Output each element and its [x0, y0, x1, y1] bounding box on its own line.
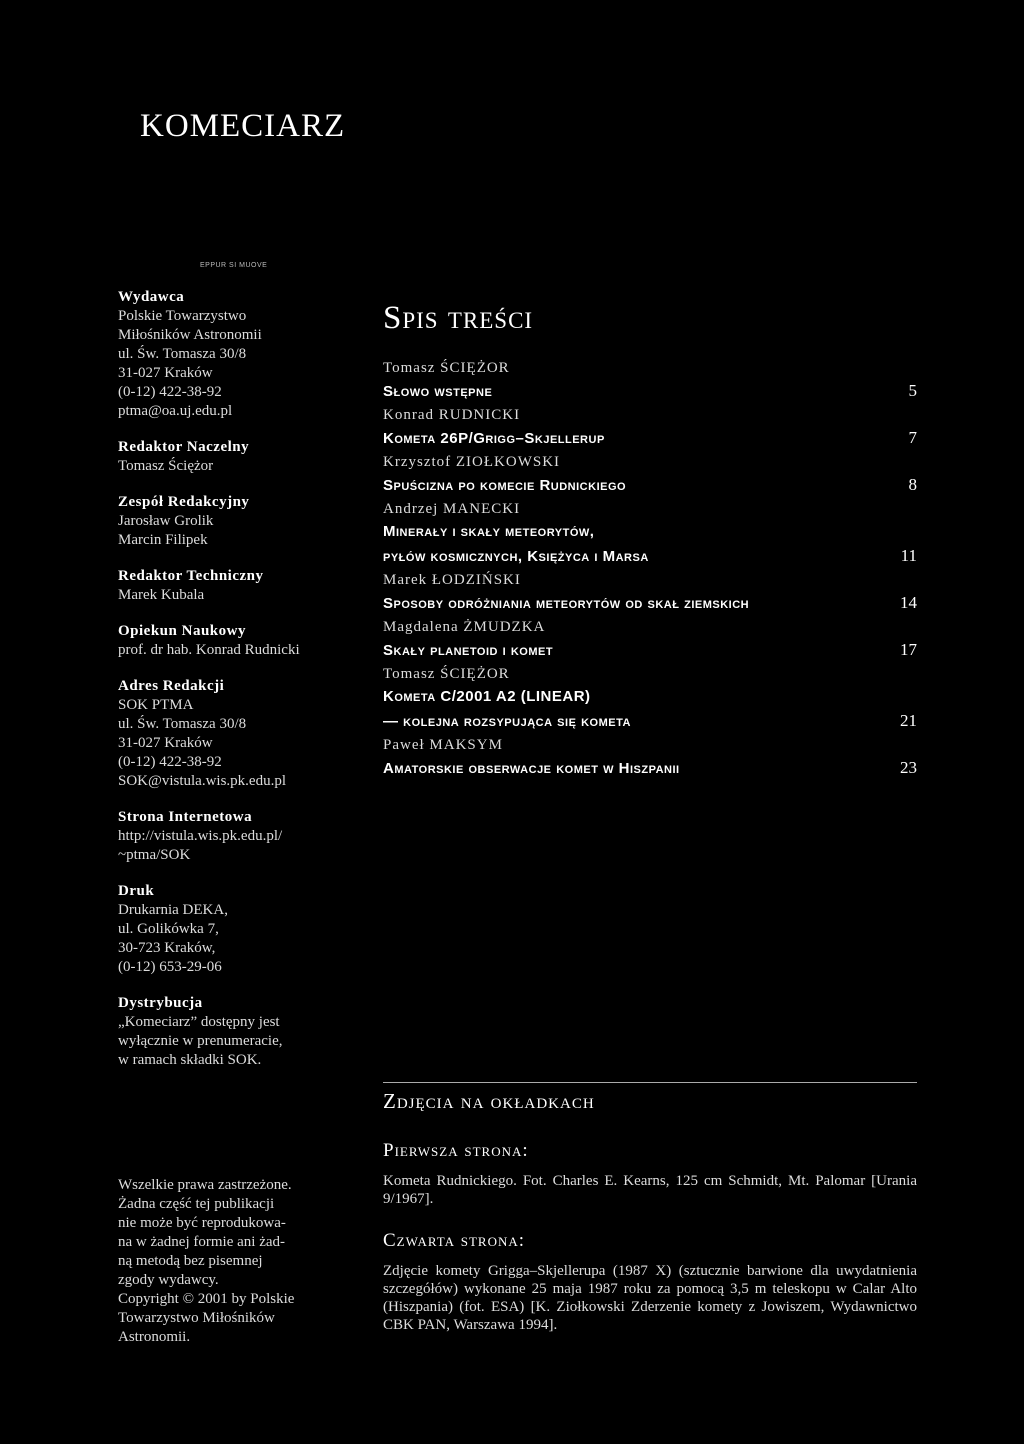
editorial-sidebar [118, 288, 378, 1087]
copyright-line: zgody wydawcy. [118, 1272, 219, 1288]
sidebar-line: Tomasz Ściężor [118, 458, 214, 474]
toc-page-number: 21 [900, 711, 917, 730]
toc-author: Krzysztof ZIOŁKOWSKI [383, 454, 561, 470]
sidebar-section-heading: Opiekun Naukowy [118, 623, 246, 639]
sidebar-line: Drukarnia DEKA, [118, 902, 228, 918]
sidebar-line: SOK@vistula.wis.pk.edu.pl [118, 773, 286, 789]
copyright-line: nie może być reprodukowa- [118, 1215, 286, 1231]
toc-author: Magdalena ŻMUDZKA [383, 619, 546, 635]
toc-row [383, 544, 917, 569]
masthead-title: KOMECIARZ [140, 108, 346, 144]
sidebar-line: http://vistula.wis.pk.edu.pl/ [118, 828, 283, 844]
front-cover-heading: Pierwsza strona: [383, 1140, 529, 1161]
toc-article-title: Minerały i skały meteorytów, [383, 523, 595, 540]
sidebar-line: ul. Golikówka 7, [118, 921, 219, 937]
toc-author: Tomasz ŚCIĘŻOR [383, 360, 510, 376]
toc-entry [383, 451, 917, 498]
sidebar-line: 31-027 Kraków [118, 365, 213, 381]
toc-entry [383, 357, 917, 404]
toc-article-title: Słowo wstępne [383, 383, 493, 400]
sidebar-section [118, 288, 378, 421]
toc-page-number: 7 [908, 428, 917, 447]
toc-page-number: 11 [900, 546, 917, 565]
toc-row [383, 685, 917, 709]
toc-page-number: 8 [908, 475, 917, 494]
sidebar-section-heading: Redaktor Naczelny [118, 439, 250, 455]
sidebar-line: Polskie Towarzystwo [118, 308, 247, 324]
toc-author: Marek ŁODZIŃSKI [383, 572, 521, 588]
sidebar-section [118, 493, 378, 550]
toc-article-title: Kometa 26P/Grigg–Skjellerup [383, 430, 605, 447]
sidebar-section-heading: Dystrybucja [118, 995, 203, 1011]
sidebar-line: prof. dr hab. Konrad Rudnicki [118, 642, 300, 658]
sidebar-section [118, 438, 378, 476]
toc-author: Tomasz ŚCIĘŻOR [383, 666, 510, 682]
copyright-line: Astronomii. [118, 1329, 191, 1345]
sidebar-line: ptma@oa.uj.edu.pl [118, 403, 233, 419]
toc-entry [383, 569, 917, 616]
toc-page-number: 5 [908, 381, 917, 400]
sidebar-line: ul. Św. Tomasza 30/8 [118, 716, 247, 732]
toc-entry [383, 663, 917, 734]
sidebar-section [118, 994, 378, 1070]
toc-row [383, 638, 917, 663]
toc-article-title: Amatorskie obserwacje komet w Hiszpanii [383, 760, 680, 777]
sidebar-section-heading: Druk [118, 883, 155, 899]
toc-row [383, 709, 917, 734]
toc-author: Konrad RUDNICKI [383, 407, 521, 423]
copyright-line: na w żadnej formie ani żad- [118, 1234, 285, 1250]
sidebar-line: Marek Kubala [118, 587, 205, 603]
sidebar-section-heading: Zespół Redakcyjny [118, 494, 250, 510]
toc-entry [383, 404, 917, 451]
toc-article-title: — kolejna rozsypująca się kometa [383, 713, 631, 730]
sidebar-section-heading: Wydawca [118, 289, 185, 305]
back-cover-caption: Zdjęcie komety Grigga–Skjellerupa (1987 X) (sztucznie barwione dla uwydatnienia szczegółów) wykonane 25 maja 1987 roku za pomocą 3,5 m teleskopu w Calar Alto (Hiszpania) (fot. ESA) [K. Ziołkowski Zderzenie komety z Jowiszem, Wydawnictwo CBK PAN, Warszawa 1994]. [383, 1263, 917, 1333]
sidebar-line: ul. Św. Tomasza 30/8 [118, 346, 247, 362]
sidebar-line: Miłośników Astronomii [118, 327, 262, 343]
copyright-line: Żadna część tej publikacji [118, 1196, 275, 1212]
sidebar-line: (0-12) 422-38-92 [118, 754, 222, 770]
sidebar-line: Marcin Filipek [118, 532, 208, 548]
toc-row [383, 426, 917, 451]
copyright-line: Wszelkie prawa zastrzeżone. [118, 1177, 292, 1193]
copyright-line: ną metodą bez pisemnej [118, 1253, 263, 1269]
toc-article-title: pyłów kosmicznych, Księżyca i Marsa [383, 548, 649, 565]
toc-row [383, 591, 917, 616]
sidebar-section-heading: Redaktor Techniczny [118, 568, 264, 584]
toc-article-title: Sposoby odróżniania meteorytów od skał ziemskich [383, 595, 750, 612]
covers-title: Zdjęcia na okładkach [383, 1089, 595, 1113]
toc-row [383, 520, 917, 544]
copyright-notice [118, 1176, 346, 1347]
toc-row [383, 379, 917, 404]
sidebar-line: SOK PTMA [118, 697, 194, 713]
copyright-line: Towarzystwo Miłośników [118, 1310, 275, 1326]
toc-title: Spis treści [383, 300, 534, 336]
toc-entry [383, 734, 917, 781]
back-cover-heading: Czwarta strona: [383, 1230, 526, 1251]
sidebar-section-heading: Adres Redakcji [118, 678, 225, 694]
sidebar-section [118, 882, 378, 977]
sidebar-line: w ramach składki SOK. [118, 1052, 262, 1068]
toc-article-title: Kometa C/2001 A2 (LINEAR) [383, 688, 591, 705]
sidebar-line: Jarosław Grolik [118, 513, 214, 529]
toc-article-title: Skały planetoid i komet [383, 642, 554, 659]
toc-author: Paweł MAKSYM [383, 737, 503, 753]
front-cover-caption: Kometa Rudnickiego. Fot. Charles E. Kearns, 125 cm Schmidt, Mt. Palomar [Urania 9/1967]. [383, 1173, 917, 1207]
sidebar-line: (0-12) 422-38-92 [118, 384, 222, 400]
toc-page-number: 17 [900, 640, 917, 659]
copyright-line: Copyright © 2001 by Polskie [118, 1291, 295, 1307]
sidebar-line: ~ptma/SOK [118, 847, 191, 863]
sidebar-line: 31-027 Kraków [118, 735, 213, 751]
sidebar-line: wyłącznie w prenumeracie, [118, 1033, 283, 1049]
sidebar-section [118, 677, 378, 791]
sidebar-section [118, 622, 378, 660]
covers-section [383, 1082, 917, 1356]
sidebar-section [118, 567, 378, 605]
motto-mark: EPPUR SI MUOVE [200, 262, 268, 269]
toc-page-number: 23 [900, 758, 917, 777]
sidebar-section-heading: Strona Internetowa [118, 809, 253, 825]
toc-entry [383, 498, 917, 569]
toc-row [383, 473, 917, 498]
toc-article-title: Spuścizna po komecie Rudnickiego [383, 477, 627, 494]
sidebar-line: (0-12) 653-29-06 [118, 959, 222, 975]
toc-row [383, 756, 917, 781]
sidebar-section [118, 808, 378, 865]
toc-page-number: 14 [900, 593, 917, 612]
sidebar-line: 30-723 Kraków, [118, 940, 216, 956]
divider [383, 1082, 917, 1083]
table-of-contents [383, 357, 917, 781]
sidebar-line: „Komeciarz” dostępny jest [118, 1014, 280, 1030]
toc-author: Andrzej MANECKI [383, 501, 521, 517]
toc-entry [383, 616, 917, 663]
